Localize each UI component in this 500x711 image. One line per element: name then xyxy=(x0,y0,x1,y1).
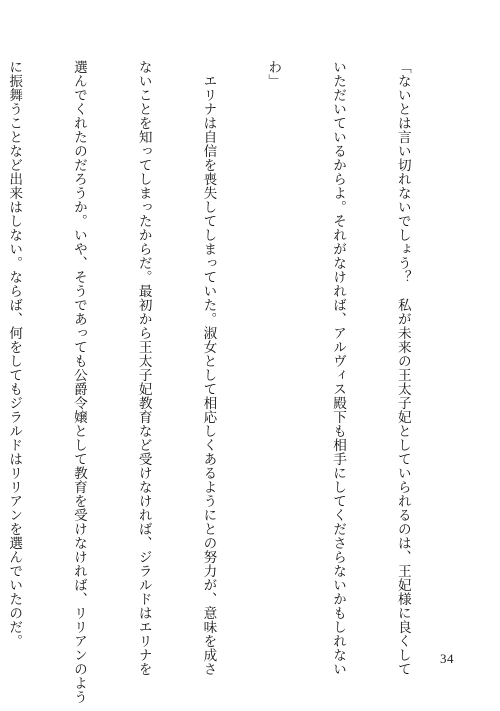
text-line: わ」 xyxy=(265,60,282,88)
page-number: 34 xyxy=(440,651,454,666)
text-line: 「ないとは言い切れないでしょう？ 私が未来の王太子妃としていられるのは、王妃様に良くして xyxy=(394,60,411,676)
text-line: ないことを知ってしまったからだ。最初から王太子妃教育など受けなければ、ジラルドはエリナを xyxy=(135,60,152,676)
text-line: いただいているからよ。それがなければ、アルヴィス殿下も相手にしてくださらないかもしれない xyxy=(330,60,347,676)
text-line: 選んでくれたのだろうか。いや、そうであっても公爵令嬢として教育を受けなければ、リリアンのよう xyxy=(70,60,87,704)
text-line: に振舞うことなど出来はしない。ならば、何をしてもジラルドはリリアンを選んでいたのだ。 xyxy=(6,60,23,648)
text-line: エリナは自信を喪失してしまっていた。淑女として相応しくあるようにとの努力が、意味を成さ xyxy=(200,60,217,676)
